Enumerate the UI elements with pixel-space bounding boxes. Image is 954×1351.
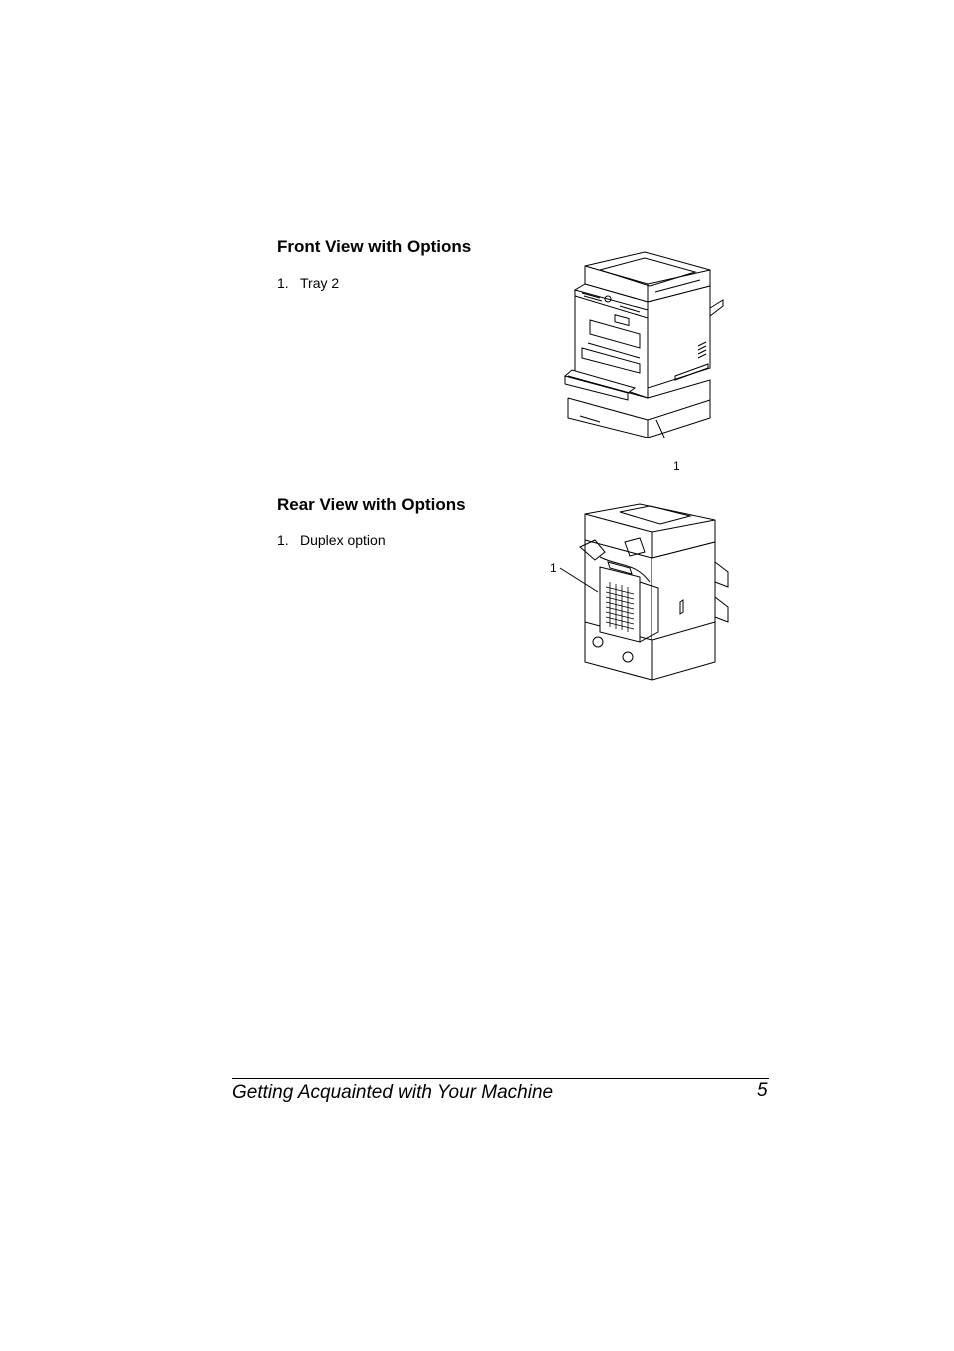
front-view-illustration — [560, 248, 730, 438]
front-view-callout: 1 — [673, 459, 680, 473]
page-number: 5 — [757, 1080, 768, 1101]
rear-view-illustration — [540, 502, 740, 682]
front-view-heading: Front View with Options — [277, 237, 472, 256]
footer-divider — [232, 1078, 769, 1079]
footer-chapter-title: Getting Acquainted with Your Machine — [232, 1082, 554, 1103]
rear-view-callout: 1 — [550, 561, 557, 575]
list-number: 1. — [277, 532, 289, 548]
list-label: Duplex option — [300, 532, 386, 548]
list-label: Tray 2 — [300, 275, 340, 291]
rear-view-heading: Rear View with Options — [277, 495, 466, 514]
rear-view-list-item — [277, 532, 386, 548]
list-number: 1. — [277, 275, 289, 291]
front-view-list-item — [277, 275, 339, 291]
